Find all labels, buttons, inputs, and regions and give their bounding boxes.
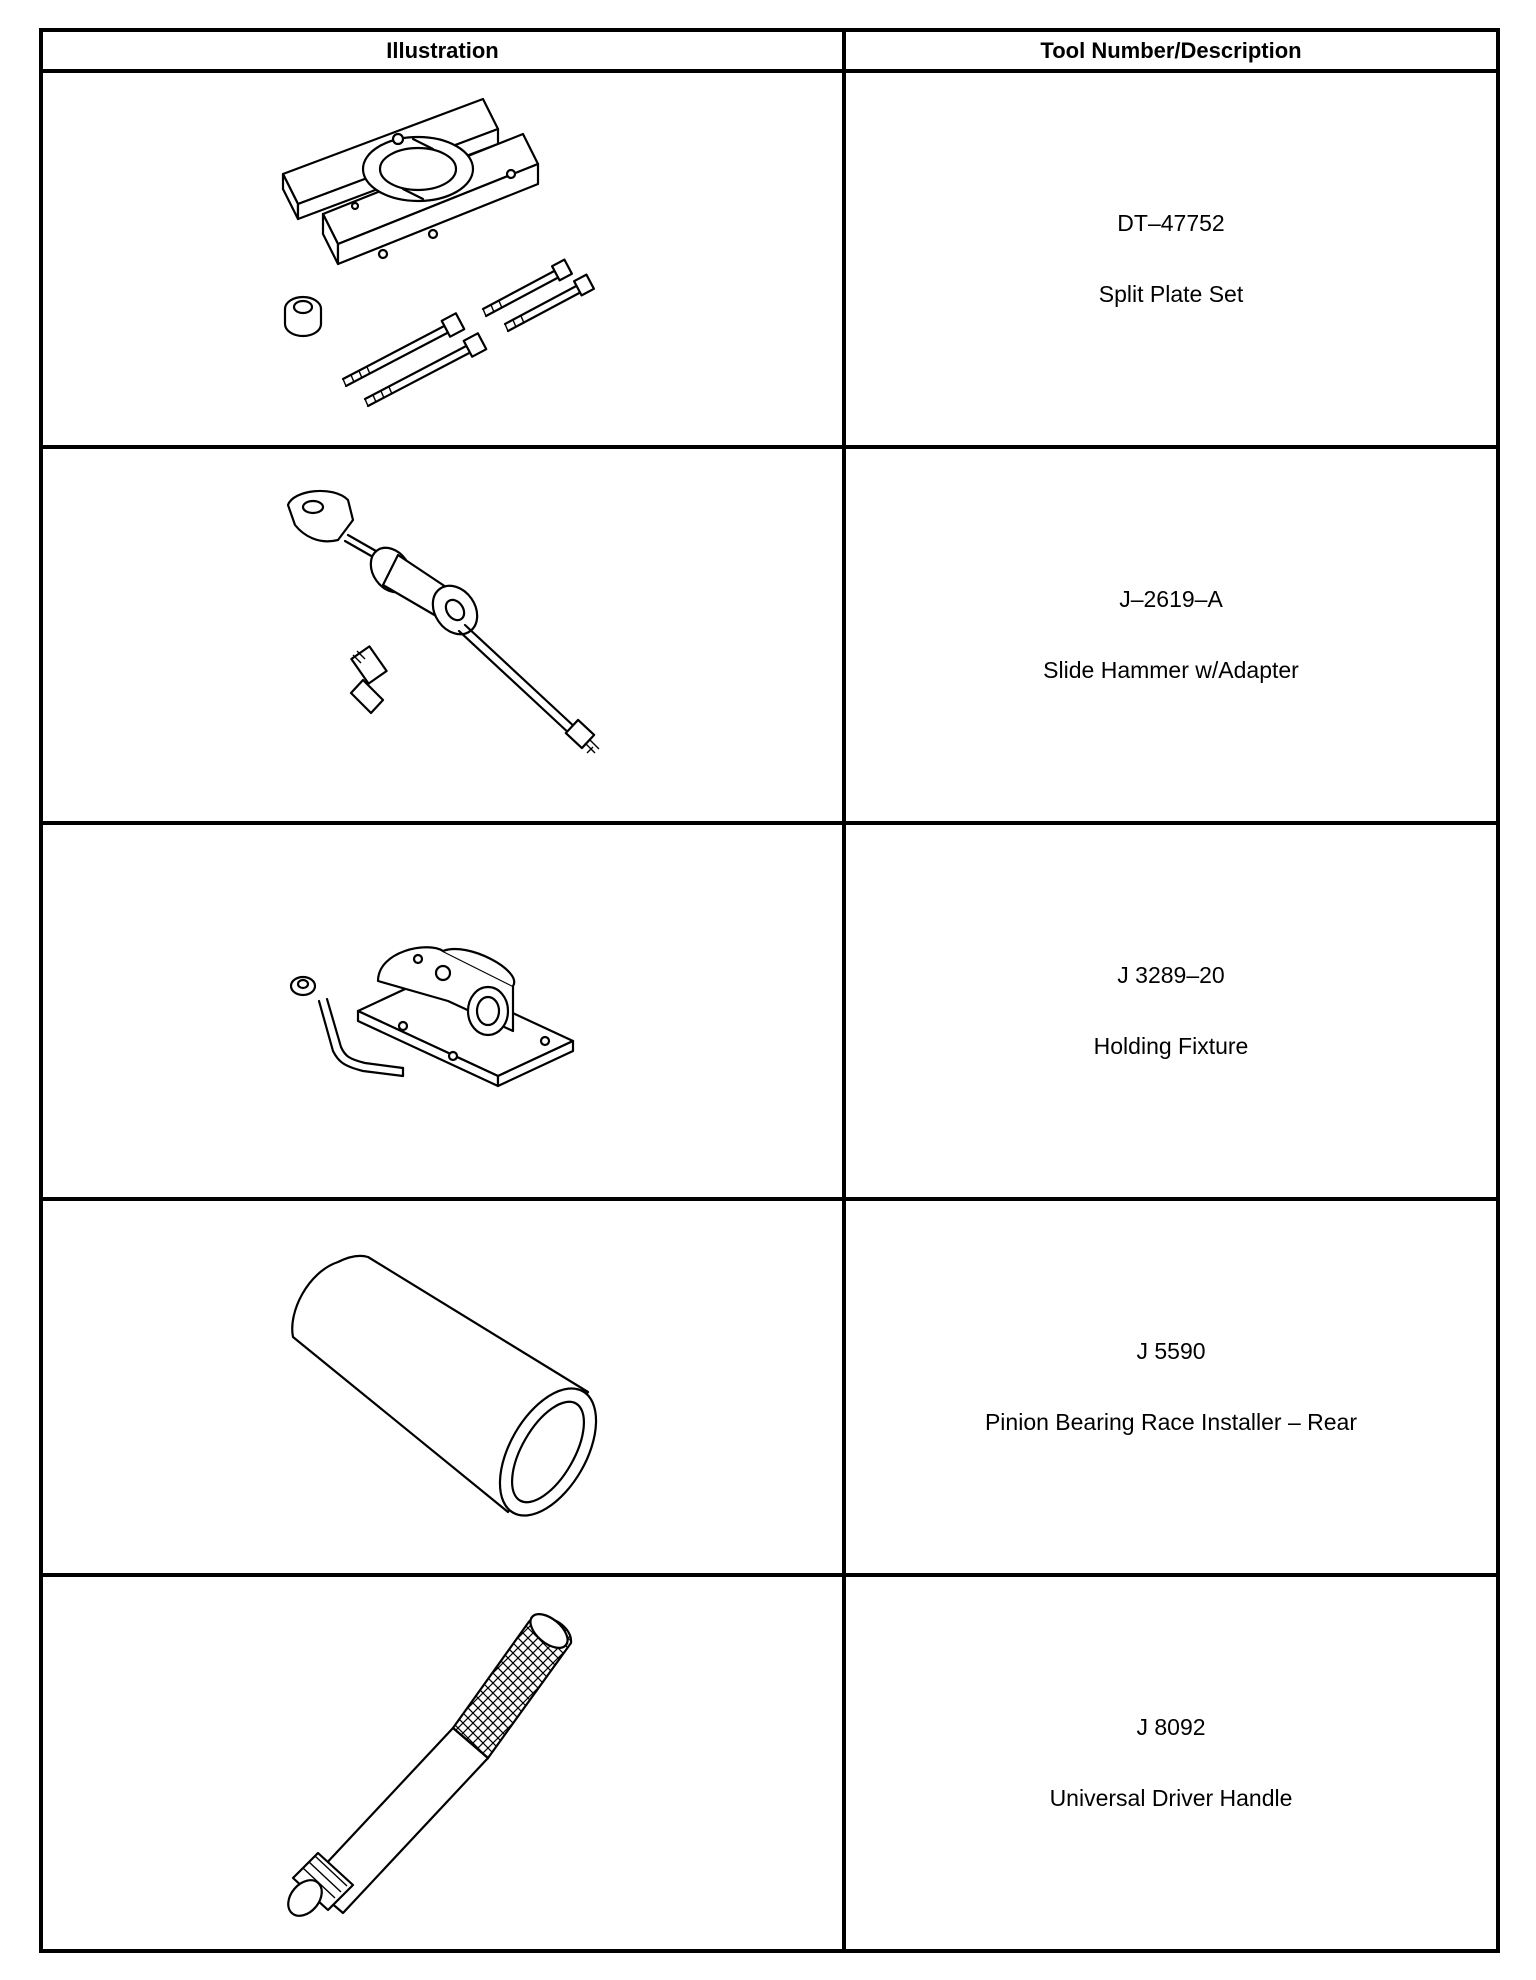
illustration-header: Illustration xyxy=(41,30,844,71)
race-installer-icon xyxy=(278,1242,608,1532)
description-cell xyxy=(844,1575,1498,1951)
tool-description: Universal Driver Handle xyxy=(1049,1785,1293,1811)
description-cell xyxy=(844,447,1498,823)
tool-description: Pinion Bearing Race Installer – Rear xyxy=(984,1409,1358,1435)
illustration-cell xyxy=(41,447,844,823)
tool-description: Slide Hammer w/Adapter xyxy=(1043,657,1299,683)
illustration-cell xyxy=(41,71,844,447)
slide-hammer-icon xyxy=(273,485,613,785)
tools-table xyxy=(39,28,1500,1953)
holding-fixture-icon xyxy=(283,901,603,1121)
split-plate-set-icon xyxy=(273,94,613,424)
driver-handle-icon xyxy=(273,1593,613,1933)
tool-description: Holding Fixture xyxy=(1093,1033,1249,1059)
table-row xyxy=(41,71,1498,447)
tool-description: Split Plate Set xyxy=(1098,281,1244,307)
illustration-cell xyxy=(41,1199,844,1575)
description-cell xyxy=(844,1199,1498,1575)
description-cell xyxy=(844,823,1498,1199)
table-row xyxy=(41,823,1498,1199)
tool-number: J 5590 xyxy=(1136,1338,1206,1364)
illustration-cell xyxy=(41,823,844,1199)
table-header-row xyxy=(41,30,1498,71)
illustration-cell xyxy=(41,1575,844,1951)
table-row xyxy=(41,1575,1498,1951)
table-row xyxy=(41,447,1498,823)
description-cell xyxy=(844,71,1498,447)
tool-number: J 3289–20 xyxy=(1117,962,1225,988)
tool-number: DT–47752 xyxy=(1117,210,1225,236)
tool-number-description-header: Tool Number/Description xyxy=(844,30,1498,71)
tool-number: J 8092 xyxy=(1136,1714,1206,1740)
tool-number: J–2619–A xyxy=(1119,586,1223,612)
table-row xyxy=(41,1199,1498,1575)
